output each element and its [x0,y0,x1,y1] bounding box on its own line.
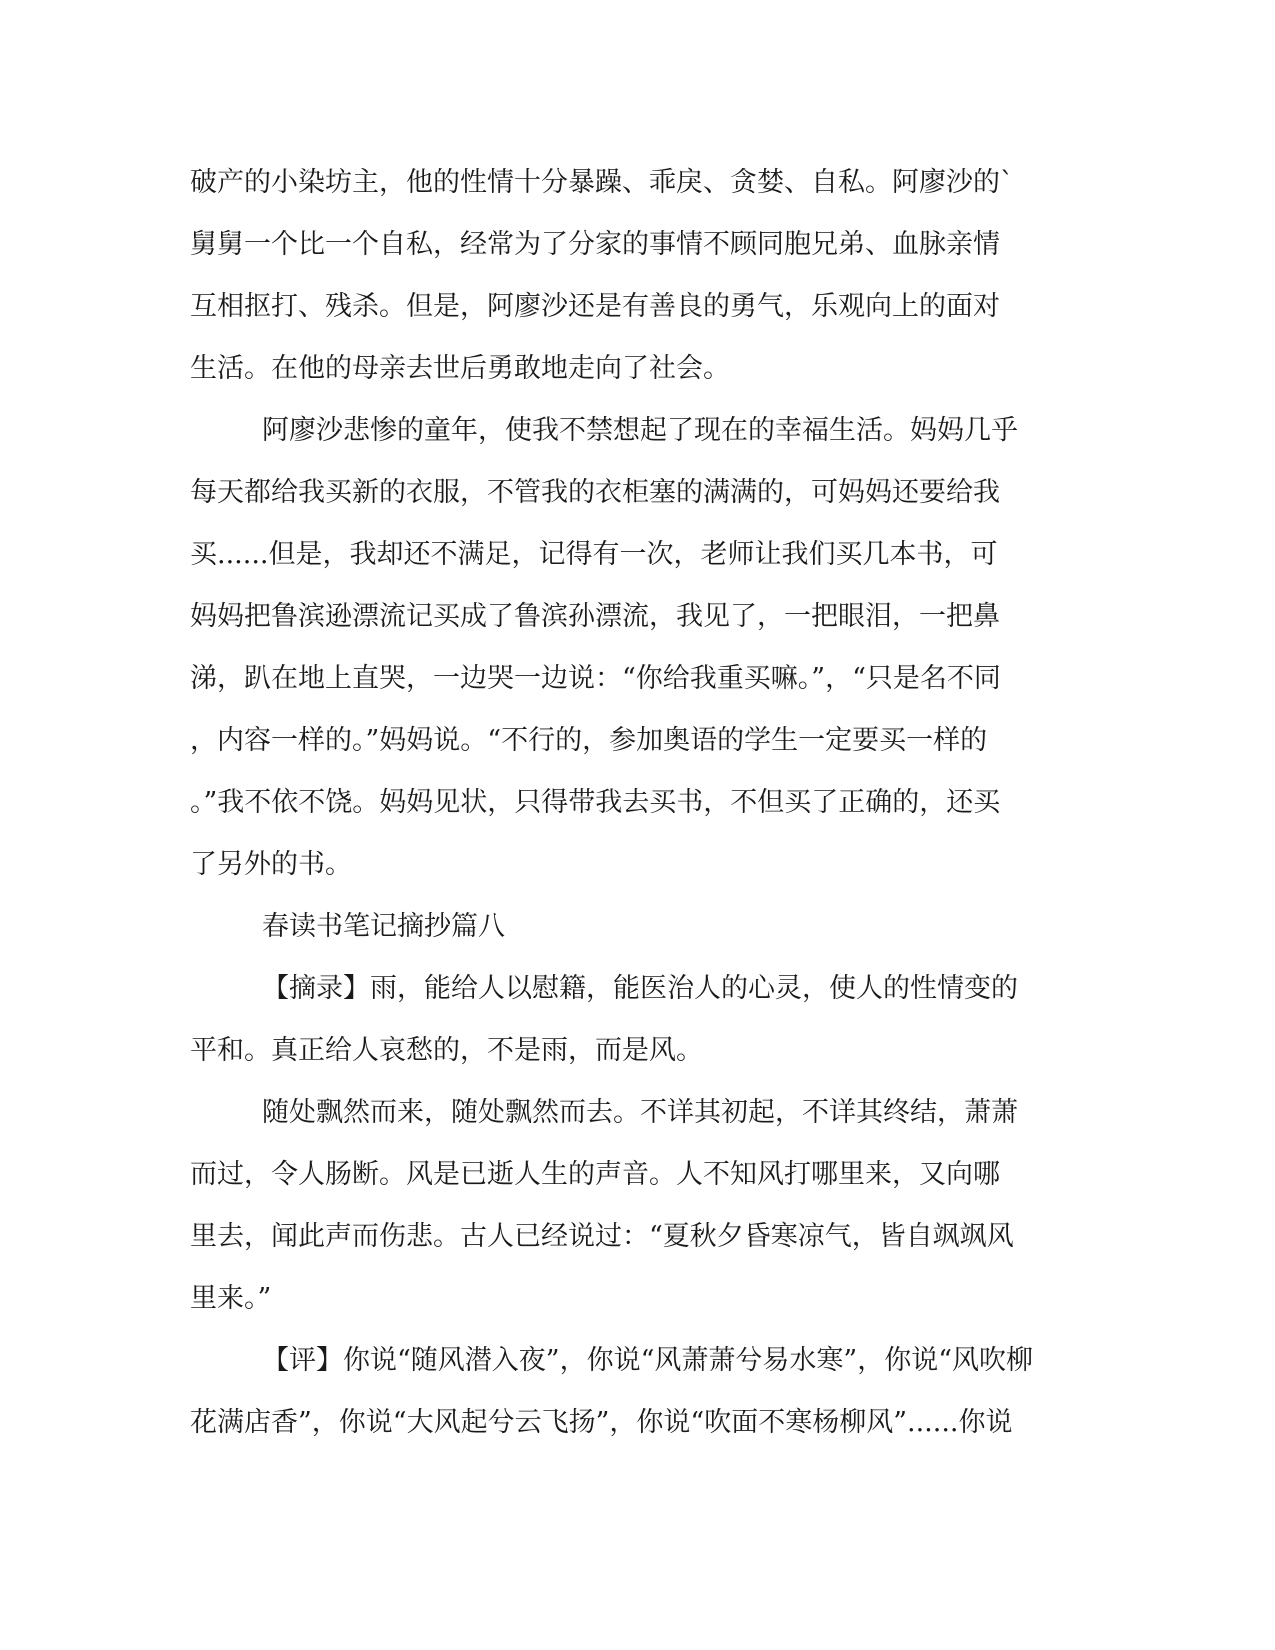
text-line: 买......但是，我却还不满足，记得有一次，老师让我们买几本书，可 [190,539,998,570]
text-line: 破产的小染坊主，他的性情十分暴躁、乖戾、贪婪、自私。阿廖沙的` [190,167,1014,198]
text-line: 而过，令人肠断。风是已逝人生的声音。人不知风打哪里来，又向哪 [190,1159,1000,1190]
text-line: 互相抠打、残杀。但是，阿廖沙还是有善良的勇气，乐观向上的面对 [190,291,1000,322]
text-line: 里去，闻此声而伤悲。古人已经说过：“夏秋夕昏寒凉气，皆自飒飒风 [190,1221,1014,1252]
paragraph-start-line: 阿廖沙悲惨的童年，使我不禁想起了现在的幸福生活。妈妈几乎 [262,415,1018,446]
text-line: ，内容一样的。”妈妈说。“不行的，参加奥语的学生一定要买一样的 [190,725,988,756]
text-line: 生活。在他的母亲去世后勇敢地走向了社会。 [190,353,730,384]
paragraph-start-line: 【评】你说“随风潜入夜”，你说“风萧萧兮易水寒”，你说“风吹柳 [262,1345,1034,1376]
text-line: 里来。” [190,1283,272,1314]
text-line: 涕，趴在地上直哭，一边哭一边说：“你给我重买嘛。”，“只是名不同 [190,663,1001,694]
text-line: 舅舅一个比一个自私，经常为了分家的事情不顾同胞兄弟、血脉亲情 [190,229,1000,260]
text-line: 每天都给我买新的衣服，不管我的衣柜塞的满满的，可妈妈还要给我 [190,477,1000,508]
text-line: 妈妈把鲁滨逊漂流记买成了鲁滨孙漂流，我见了，一把眼泪，一把鼻 [190,601,1000,632]
text-line: 平和。真正给人哀愁的，不是雨，而是风。 [190,1035,703,1066]
text-line: 了另外的书。 [190,849,352,880]
section-heading: 春读书笔记摘抄篇八 [262,911,505,942]
paragraph-start-line: 【摘录】雨，能给人以慰籍，能医治人的心灵，使人的性情变的 [262,973,1018,1004]
text-line: 花满店香”，你说“大风起兮云飞扬”，你说“吹面不寒杨柳风”......你说 [190,1407,1013,1438]
paragraph-start-line: 随处飘然而来，随处飘然而去。不详其初起，不详其终结，萧萧 [262,1097,1018,1128]
text-line: 。”我不依不饶。妈妈见状，只得带我去买书，不但买了正确的，还买 [190,787,1001,818]
